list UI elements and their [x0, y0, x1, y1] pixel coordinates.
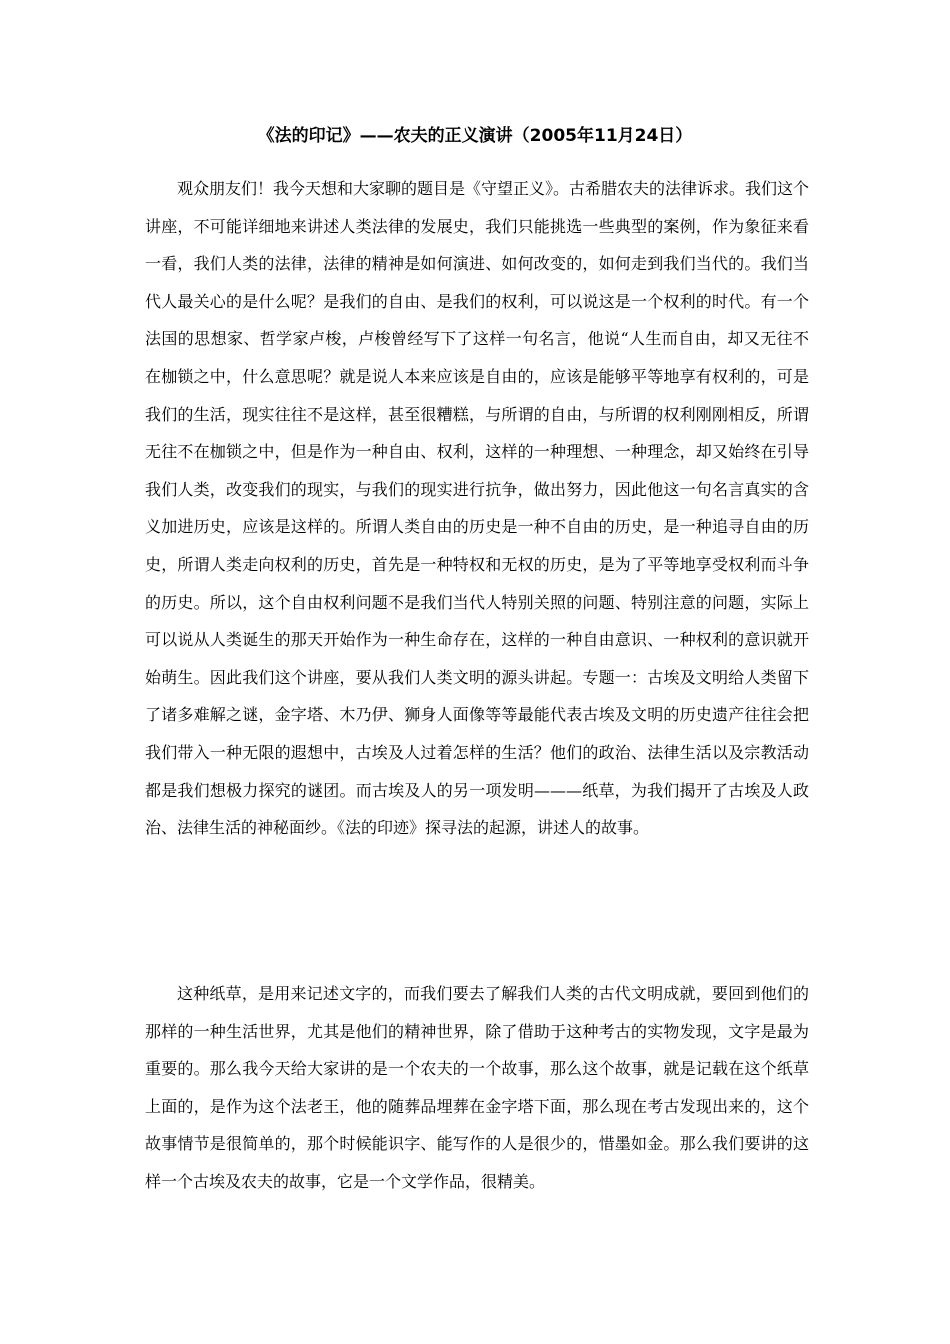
- document-title: 《法的印记》——农夫的正义演讲（2005年11月24日）: [257, 126, 693, 146]
- paragraph: 这种纸草，是用来记述文字的，而我们要去了解我们人类的古代文明成就，要回到他们的那样的一种生活世界，尤其是他们的精神世界，除了借助于这种考古的实物发现，文字是最为重要的。那么我今天给大家讲的是一个农夫的一个故事，那么这个故事，就是记载在这个纸草上面的，是作为这个法老王，他的随葬品埋葬在金字塔下面，那么现在考古发现出来的，这个故事情节是很简单的，那个时候能识字、能写作的人是很少的，惜墨如金。那么我们要讲的这样一个古埃及农夫的故事，它是一个文学作品，很精美。: [145, 984, 809, 1191]
- paragraph: 观众朋友们！我今天想和大家聊的题目是《守望正义》。古希腊农夫的法律诉求。我们这个讲座，不可能详细地来讲述人类法律的发展史，我们只能挑选一些典型的案例，作为象征来看一看，我们人类的法律，法律的精神是如何演进、如何改变的，如何走到我们当代的。我们当代人最关心的是什么呢？是我们的自由、是我们的权利，可以说这是一个权利的时代。有一个法国的思想家、哲学家卢梭，卢梭曾经写下了这样一句名言，他说“人生而自由，却又无往不在枷锁之中，什么意思呢？就是说人本来应该是自由的，应该是能够平等地享有权利的，可是我们的生活，现实往往不是这样，甚至很糟糕，与所谓的自由，与所谓的权利刚刚相反，所谓无往不在枷锁之中，但是作为一种自由、权利，这样的一种理想、一种理念，却又始终在引导我们人类，改变我们的现实，与我们的现实进行抗争，做出努力，因此他这一句名言真实的含义加进历史，应该是这样的。所谓人类自由的历史是一种不自由的历史，是一种追寻自由的历史，所谓人类走向权利的历史，首先是一种特权和无权的历史，是为了平等地享受权利而斗争的历史。所以，这个自由权利问题不是我们当代人特别关照的问题、特别注意的问题，实际上可以说从人类诞生的那天开始作为一种生命存在，这样的一种自由意识、一种权利的意识就开始萌生。因此我们这个讲座，要从我们人类文明的源头讲起。专题一：古埃及文明给人类留下了诸多难解之谜，金字塔、木乃伊、狮身人面像等等最能代表古埃及文明的历史遗产往往会把我们带入一种无限的遐想中，古埃及人过着怎样的生活？他们的政治、法律生活以及宗教活动都是我们想极力探究的谜团。而古埃及人的另一项发明———纸草，为我们揭开了古埃及人政治、法律生活的神秘面纱。《法的印迹》探寻法的起源，讲述人的故事。: [145, 179, 810, 838]
